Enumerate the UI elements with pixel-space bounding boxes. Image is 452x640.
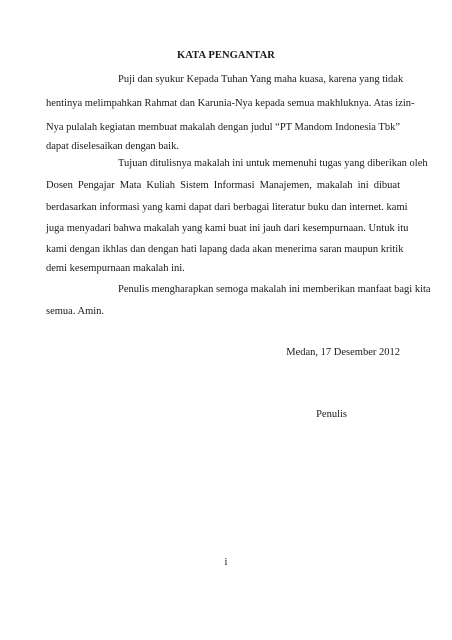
paragraph-2-line-6: demi kesempurnaan makalah ini. [46,263,185,274]
paragraph-1-line-3: Nya pulalah kegiatan membuat makalah dengan judul “PT Mandom Indonesia Tbk” [46,122,400,133]
paragraph-2-line-3: berdasarkan informasi yang kami dapat dari berbagai literatur buku dan internet. kami [46,202,408,213]
paragraph-2-line-4: juga menyadari bahwa makalah yang kami buat ini jauh dari kesempurnaan. Untuk itu [46,223,409,234]
paragraph-2-line-2: Dosen Pengajar Mata Kuliah Sistem Informasi Manajemen, makalah ini dibuat [46,180,400,191]
place-date: Medan, 17 Desember 2012 [286,347,400,358]
document-title: KATA PENGANTAR [177,50,275,61]
paragraph-3-line-2: semua. Amin. [46,306,105,317]
paragraph-3-line-1: Penulis mengharapkan semoga makalah ini memberikan manfaat bagi kita [118,284,431,295]
paragraph-2-line-5: kami dengan ikhlas dan dengan hati lapang dada akan menerima saran maupun kritik [46,244,404,255]
page-number: i [224,557,228,568]
paragraph-1-line-2: hentinya melimpahkan Rahmat dan Karunia-Nya kepada semua makhluknya. Atas izin- [46,98,415,109]
paragraph-1-line-1: Puji dan syukur Kepada Tuhan Yang maha kuasa, karena yang tidak [118,74,404,85]
paragraph-2-line-1: Tujuan ditulisnya makalah ini untuk memenuhi tugas yang diberikan oleh [118,158,428,169]
signer-name: Penulis [316,409,347,420]
paragraph-1-line-4: dapat diselesaikan dengan baik. [46,141,179,152]
